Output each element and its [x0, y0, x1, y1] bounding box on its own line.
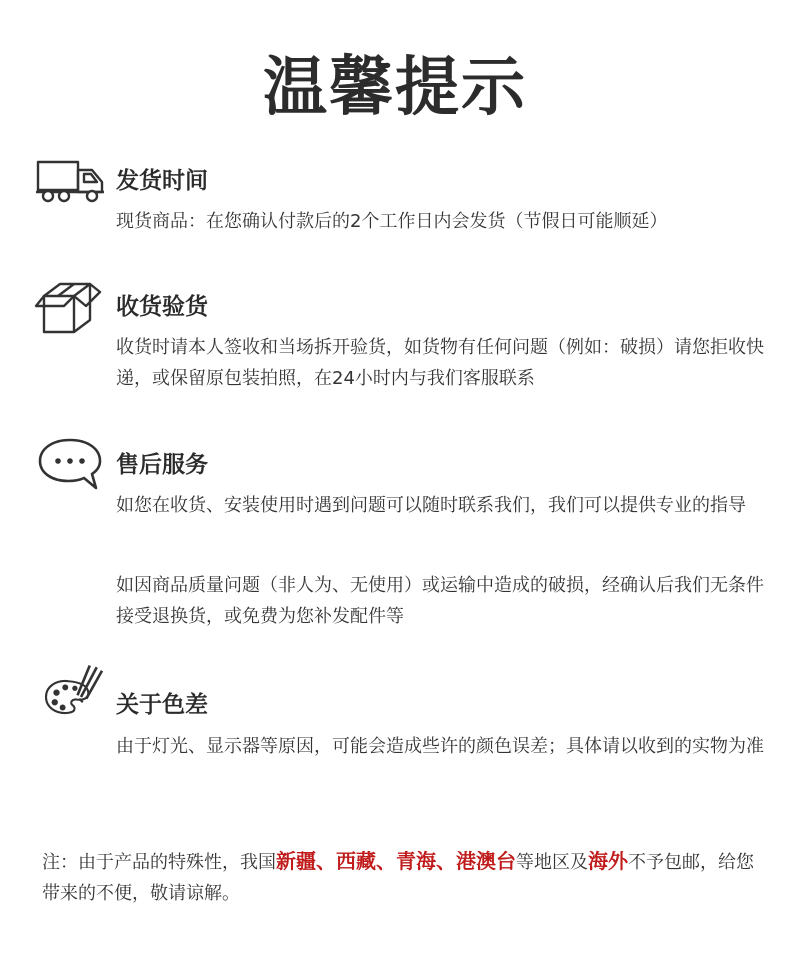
- delivery-truck-icon: [34, 152, 106, 208]
- page-title: 温馨提示: [263, 51, 527, 125]
- shipping-exclusion-note: [42, 846, 762, 909]
- note-highlight-regions: 新疆、西藏、青海、港澳台: [276, 849, 516, 873]
- package-box-icon: [34, 280, 106, 336]
- note-middle: 等地区及: [516, 852, 588, 873]
- section-paragraph: 现货商品：在您确认付款后的2个工作日内会发货（节假日可能顺延）: [116, 211, 668, 232]
- note-suffix: 不予包邮，给您带来的不便，敬请谅解。: [42, 852, 754, 904]
- note-highlight-overseas: 海外: [588, 849, 628, 873]
- section-paragraph: 由于灯光、显示器等原因，可能会造成些许的颜色误差；具体请以收到的实物为准: [116, 736, 764, 757]
- paint-palette-icon: [38, 662, 110, 718]
- section-heading: 发货时间: [116, 168, 208, 194]
- note-prefix: 注：由于产品的特殊性，我国: [42, 852, 276, 873]
- section-heading: 收货验货: [116, 294, 208, 320]
- chat-bubble-icon: [34, 436, 106, 492]
- section-heading: 售后服务: [116, 452, 208, 478]
- section-heading: 关于色差: [116, 692, 208, 718]
- section-paragraph: 如因商品质量问题（非人为、无使用）或运输中造成的破损，经确认后我们无条件接受退换货，或免费为您补发配件等: [116, 575, 764, 627]
- section-paragraph: 如您在收货、安装使用时遇到问题可以随时联系我们，我们可以提供专业的指导: [116, 495, 746, 516]
- section-paragraph: 收货时请本人签收和当场拆开验货，如货物有任何问题（例如：破损）请您拒收快递，或保留原包装拍照，在24小时内与我们客服联系: [116, 337, 764, 389]
